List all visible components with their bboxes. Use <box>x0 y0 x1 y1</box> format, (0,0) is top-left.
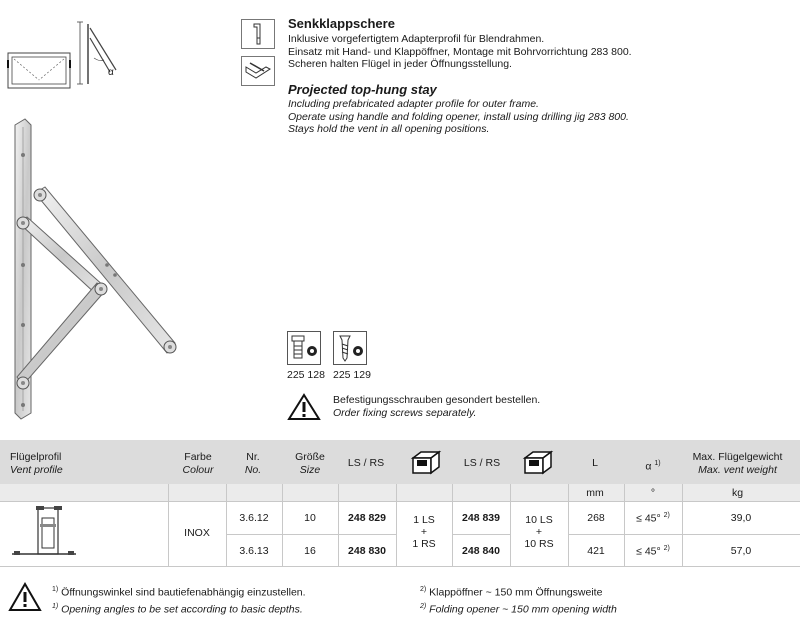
header-colour: Farbe Colour <box>182 451 214 476</box>
row2-size: 16 <box>304 545 316 557</box>
notice-de: Befestigungsschrauben gesondert bestellen. <box>333 394 541 406</box>
description-en-line-2: Operate using handle and folding opener, install using drilling jig 283 800. <box>288 110 629 123</box>
header-nr: Nr. No. <box>244 451 262 476</box>
row1-weight: 39,0 <box>730 512 752 524</box>
header-size: Größe Size <box>295 451 325 476</box>
description-en-line-1: Including prefabricated adapter profile for outer frame. <box>288 98 539 110</box>
unit-alpha: ° <box>650 487 656 499</box>
row1-article-2: 248 839 <box>462 512 500 524</box>
warning-icon <box>287 393 321 421</box>
torx-bolt-icon <box>287 331 321 365</box>
footnote-1: $^{1)}$ Öffnungswinkel sind bautiefenabhängig einzustellen. $^{1)}$ Opening angles to be set according to basic depths. <box>52 586 306 615</box>
multi-pack-quantity: 10 LS + 10 RS <box>524 514 554 550</box>
description-de-line-2: Einsatz mit Hand- und Klappöffner, Montage mit Bohrvorrichtung 283 800. <box>288 45 632 58</box>
header-l: L <box>592 457 598 469</box>
handle-icon <box>241 19 275 49</box>
stay-hardware-icon <box>241 56 275 86</box>
row2-article-2: 248 840 <box>462 545 500 557</box>
row1-length: 268 <box>587 512 605 524</box>
footnote-warning-icon <box>8 582 42 612</box>
header-lsrs-1: LS / RS <box>347 457 385 469</box>
row2-weight: 57,0 <box>730 545 752 557</box>
description-de-line-1: Inklusive vorgefertigtem Adapterprofil für Blendrahmen. <box>288 33 545 45</box>
single-pack-quantity: 1 LS + 1 RS <box>412 514 436 550</box>
row2-alpha: ≤ 45° $^{2)}$ <box>636 545 670 558</box>
row1-alpha: ≤ 45° $^{2)}$ <box>636 512 670 525</box>
row2-article-1: 248 830 <box>348 545 386 557</box>
screw-code-2: 225 129 <box>333 369 371 381</box>
torx-wood-screw-icon <box>333 331 367 365</box>
footnote-2: $^{2)}$ Klappöffner ~ 150 mm Öffnungsweite $^{2)}$ Folding opener ~ 150 mm opening width <box>420 586 617 615</box>
row1-size: 10 <box>304 512 316 524</box>
description-de-line-3: Scheren halten Flügel in jeder Öffnungsstellung. <box>288 58 512 70</box>
unit-weight: kg <box>731 487 744 499</box>
row1-nr: 3.6.12 <box>239 512 269 524</box>
vent-profile-drawing <box>10 504 80 560</box>
header-lsrs-2: LS / RS <box>463 457 501 469</box>
row1-article-1: 248 829 <box>348 512 386 524</box>
single-pack-box-icon <box>409 448 443 476</box>
screw-code-1: 225 128 <box>287 369 325 381</box>
notice-en: Order fixing screws separately. <box>333 407 477 419</box>
row2-nr: 3.6.13 <box>239 545 269 557</box>
product-title-de: Senkklappschere <box>288 16 395 31</box>
row2-length: 421 <box>587 545 605 557</box>
header-weight: Max. Flügelgewicht Max. vent weight <box>692 451 783 476</box>
colour-value: INOX <box>184 527 210 539</box>
description-en-line-3: Stays hold the vent in all opening positions. <box>288 123 490 135</box>
product-title-en: Projected top-hung stay <box>288 82 437 97</box>
header-alpha: α $^{1)}$ <box>645 460 661 473</box>
unit-l: mm <box>586 487 604 499</box>
multi-pack-box-icon <box>521 448 555 476</box>
friction-stay-illustration <box>5 115 185 420</box>
header-profile: Flügelprofil Vent profile <box>10 451 63 476</box>
alpha-label: α <box>108 67 114 78</box>
window-schematic-diagram <box>6 18 136 93</box>
